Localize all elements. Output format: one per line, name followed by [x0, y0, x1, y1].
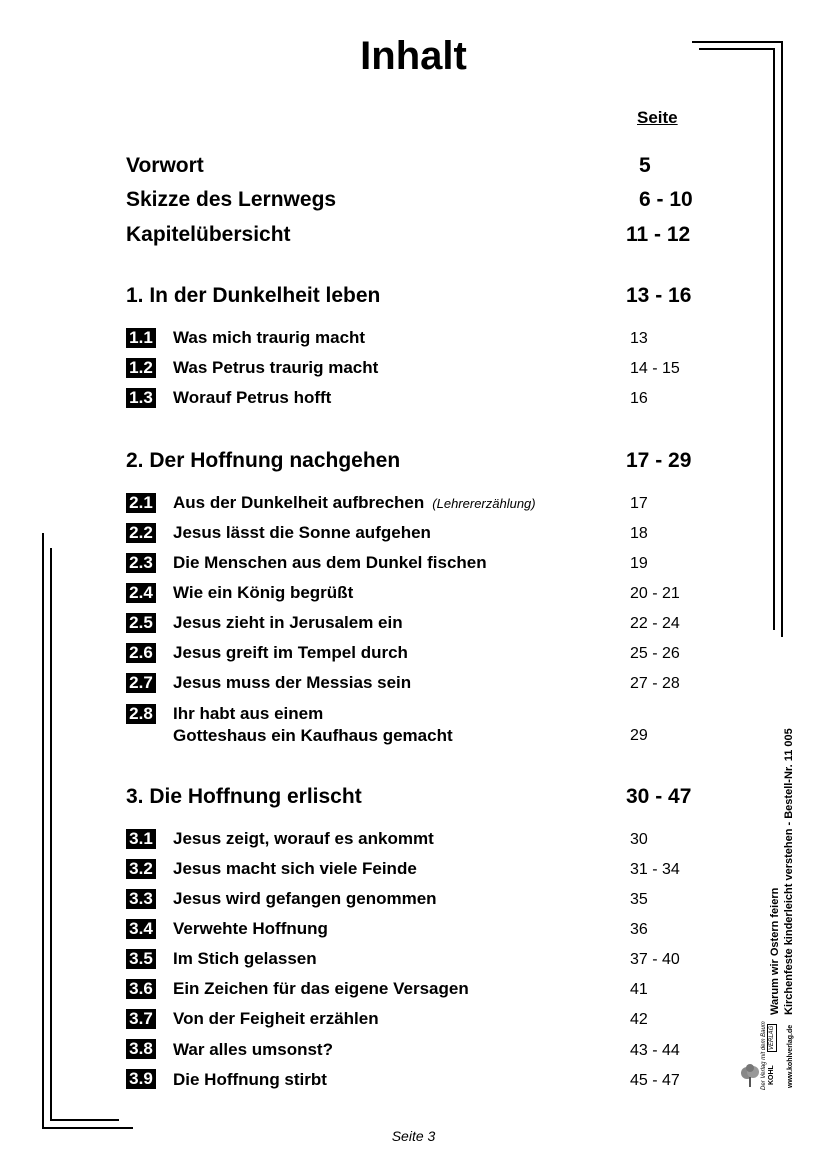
section-title: Wie ein König begrüßt: [173, 583, 354, 602]
section-title: Was Petrus traurig macht: [173, 358, 379, 377]
section-title: Im Stich gelassen: [173, 949, 317, 968]
section-title: Jesus wird gefangen genommen: [173, 889, 437, 908]
section-pages: 14 - 15: [630, 360, 680, 377]
frame-line: [781, 41, 783, 637]
section-number-badge: 3.9: [126, 1069, 156, 1089]
toc-page-skizze: 6 - 10: [639, 188, 693, 211]
frame-line: [42, 533, 44, 1129]
section-pages: 20 - 21: [630, 585, 680, 602]
frame-line: [692, 41, 783, 43]
toc-entry-kapiteluebersicht: Kapitelübersicht: [126, 223, 291, 246]
page-title: Inhalt: [360, 34, 467, 78]
section-number-badge: 2.7: [126, 673, 156, 693]
frame-line: [773, 48, 775, 630]
chapter-title: 3. Die Hoffnung erlischt: [126, 785, 362, 808]
section-title: Ihr habt aus einem: [173, 704, 324, 723]
section-pages: 29: [630, 727, 648, 744]
section-title-text: Aus der Dunkelheit aufbrechen: [173, 493, 425, 512]
publisher-name: KOHL: [768, 1065, 775, 1085]
section-pages: 17: [630, 495, 648, 512]
publisher-verlag-box: VERLAG: [769, 1025, 775, 1050]
section-number-badge: 1.1: [126, 328, 156, 348]
sidebar-publisher-url: www.kohlverlag.de: [787, 1024, 794, 1088]
section-pages: 22 - 24: [630, 615, 680, 632]
section-pages: 16: [630, 390, 648, 407]
section-pages: 25 - 26: [630, 645, 680, 662]
section-title: [173, 492, 536, 515]
section-title: Jesus muss der Messias sein: [173, 673, 412, 692]
section-number-badge: 3.2: [126, 859, 156, 879]
section-number-badge: 3.1: [126, 829, 156, 849]
toc-page-kapiteluebersicht: 11 - 12: [626, 223, 691, 246]
section-pages: 43 - 44: [630, 1042, 680, 1059]
section-number-badge: 2.2: [126, 523, 156, 543]
publisher-slogan: Der Verlag mit dem Baum: [761, 1021, 767, 1090]
section-pages: 19: [630, 555, 648, 572]
page-column-header: Seite: [637, 108, 678, 127]
frame-line: [699, 48, 775, 50]
section-title: Jesus macht sich viele Feinde: [173, 859, 417, 878]
section-number-badge: 3.3: [126, 889, 156, 909]
section-title: Jesus zieht in Jerusalem ein: [173, 613, 403, 632]
section-number-badge: 3.4: [126, 919, 156, 939]
section-pages: 30: [630, 831, 648, 848]
section-title: Von der Feigheit erzählen: [173, 1009, 379, 1028]
section-title: Verwehte Hoffnung: [173, 919, 328, 938]
section-number-badge: 3.8: [126, 1039, 156, 1059]
tree-icon: [740, 1064, 760, 1088]
section-pages: 36: [630, 921, 648, 938]
section-pages: 37 - 40: [630, 951, 680, 968]
section-title: Jesus zeigt, worauf es ankommt: [173, 829, 434, 848]
section-pages: 13: [630, 330, 648, 347]
sidebar-book-title: Warum wir Ostern feiern: [769, 887, 781, 1015]
section-title: Worauf Petrus hofft: [173, 388, 332, 407]
section-title: War alles umsonst?: [173, 1040, 333, 1059]
toc-entry-vorwort: Vorwort: [126, 154, 204, 177]
section-number-badge: 3.6: [126, 979, 156, 999]
chapter-pages: 17 - 29: [626, 449, 692, 472]
toc-entry-skizze: Skizze des Lernwegs: [126, 188, 337, 211]
section-title: Die Menschen aus dem Dunkel fischen: [173, 553, 487, 572]
section-number-badge: 2.8: [126, 704, 156, 724]
section-pages: 31 - 34: [630, 861, 680, 878]
section-title: Ein Zeichen für das eigene Versagen: [173, 979, 469, 998]
publisher-logo: [740, 1020, 776, 1092]
chapter-pages: 30 - 47: [626, 785, 692, 808]
frame-line: [50, 1119, 119, 1121]
section-title: Jesus greift im Tempel durch: [173, 643, 408, 662]
chapter-title: 1. In der Dunkelheit leben: [126, 284, 381, 307]
section-number-badge: 2.3: [126, 553, 156, 573]
sidebar-book-subtitle: Kirchenfeste kinderleicht verstehen - Bestell-Nr. 11 005: [783, 728, 795, 1015]
section-number-badge: 2.4: [126, 583, 156, 603]
section-pages: 18: [630, 525, 648, 542]
section-pages: 35: [630, 891, 648, 908]
toc-page-vorwort: 5: [639, 154, 651, 177]
section-note: (Lehrererzählung): [432, 496, 536, 511]
section-number-badge: 1.3: [126, 388, 156, 408]
section-pages: 45 - 47: [630, 1072, 680, 1089]
section-pages: 41: [630, 981, 648, 998]
section-number-badge: 3.5: [126, 949, 156, 969]
section-pages: 42: [630, 1011, 648, 1028]
section-number-badge: 3.7: [126, 1009, 156, 1029]
frame-line: [50, 548, 52, 1120]
section-pages: 27 - 28: [630, 675, 680, 692]
section-number-badge: 2.5: [126, 613, 156, 633]
page-number-footer: Seite 3: [391, 1128, 436, 1144]
chapter-pages: 13 - 16: [626, 284, 692, 307]
section-title: Was mich traurig macht: [173, 328, 366, 347]
section-title-continued: Gotteshaus ein Kaufhaus gemacht: [173, 726, 453, 745]
section-title: Jesus lässt die Sonne aufgehen: [173, 523, 431, 542]
section-number-badge: 2.1: [126, 493, 156, 513]
section-number-badge: 2.6: [126, 643, 156, 663]
chapter-title: 2. Der Hoffnung nachgehen: [126, 449, 401, 472]
section-number-badge: 1.2: [126, 358, 156, 378]
section-title: Die Hoffnung stirbt: [173, 1070, 327, 1089]
